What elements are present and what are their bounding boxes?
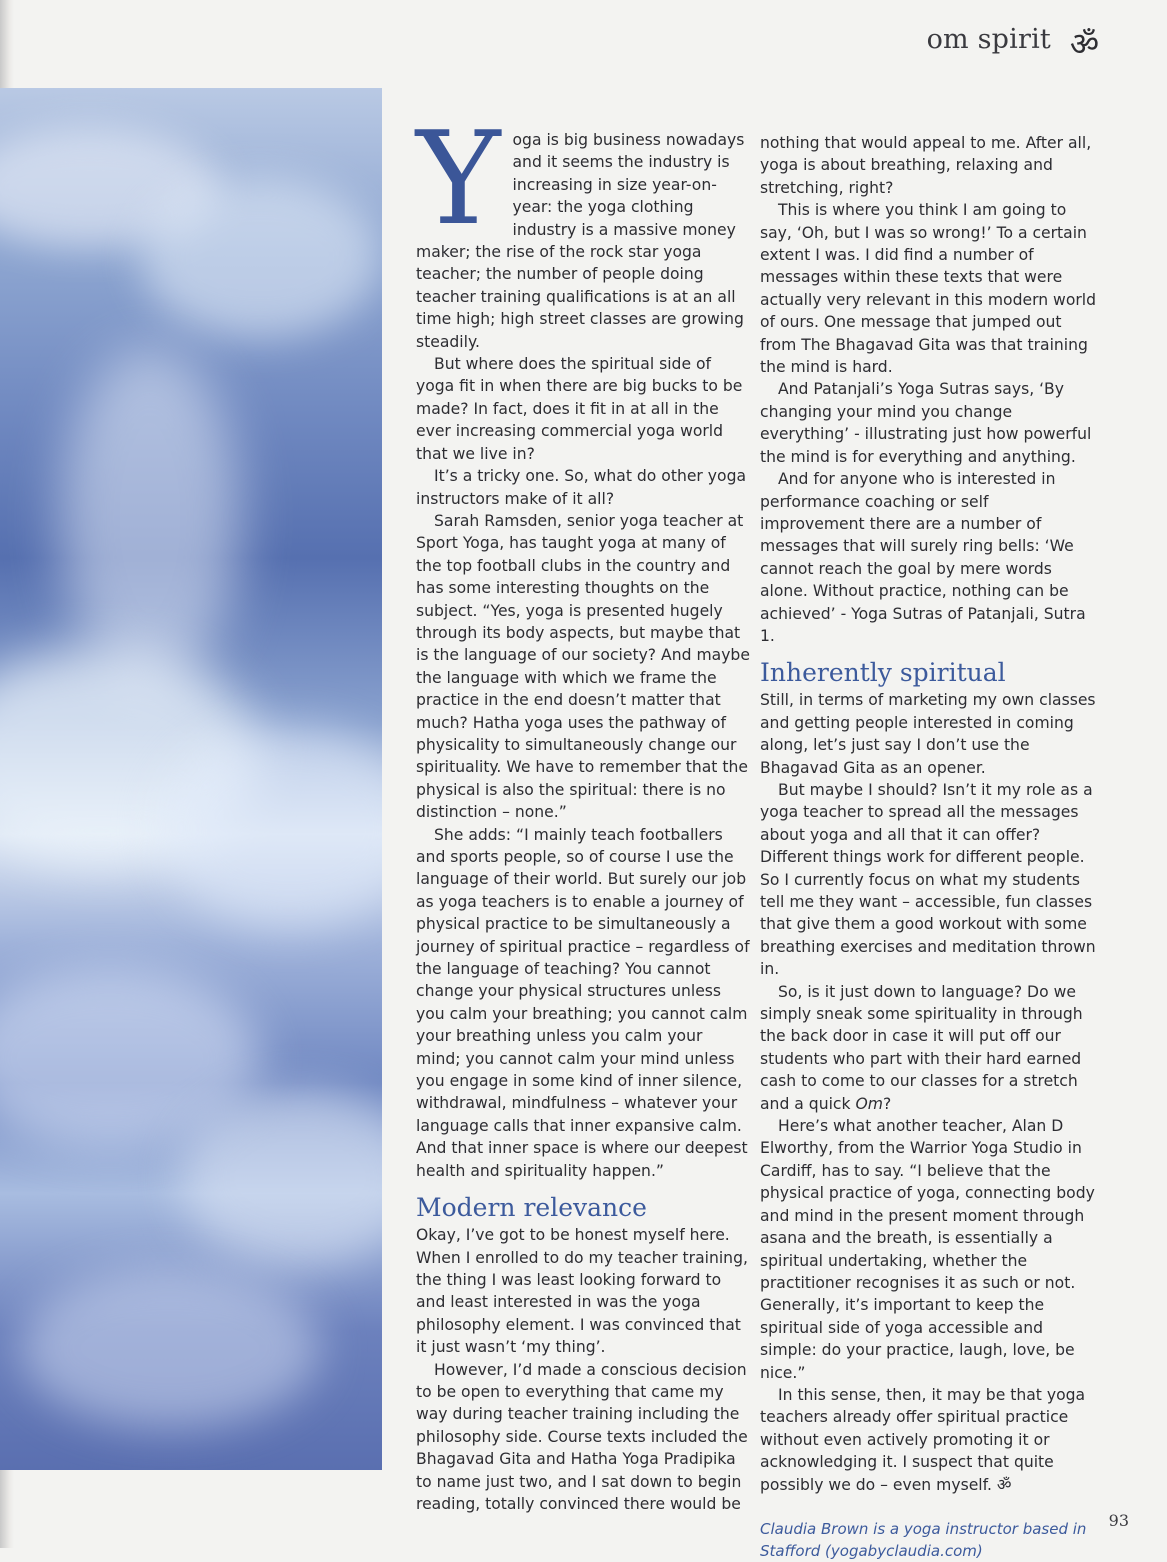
article-paragraph: Sarah Ramsden, senior yoga teacher at Sport Yoga, has taught yoga at many of the top football clubs in the country and has some interesting thoughts on the subject. “Yes, yoga is presented hugely through its body aspects, but maybe that is the language of our society? And maybe the language with which we frame the practice in the end doesn’t matter that much? Hatha yoga uses the pathway of physicality to simultaneously change our spirituality. We have to remember that the physical is also the spiritual: there is no distinction – none.” xyxy=(416,511,750,822)
article-paragraph xyxy=(416,105,750,353)
subheading-inherently-spiritual: Inherently spiritual xyxy=(760,658,1006,688)
article-paragraph: Here’s what another teacher, Alan D Elworthy, from the Warrior Yoga Studio in Cardiff, has to say. “I believe that the physical practice of yoga, connecting body and mind in the present moment through asana and the breath, is essentially a spiritual undertaking, whether the practitioner recognises it as such or not. Generally, it’s important to keep the spiritual side of yoga accessible and simple: do your practice, laugh, love, be nice.” xyxy=(760,1117,1095,1382)
page-number: 93 xyxy=(1108,1511,1129,1530)
article-paragraph: Still, in terms of marketing my own classes and getting people interested in coming along, let’s just say I don’t use the Bhagavad Gita as an opener. xyxy=(760,691,1096,777)
paragraph-text: ? xyxy=(882,1094,892,1113)
article-paragraph: And Patanjali’s Yoga Sutras says, ‘By changing your mind you change everything’ - illustrating just how powerful the mind is for everything and anything. xyxy=(760,380,1092,466)
om-end-mark-icon: ॐ xyxy=(996,1474,1012,1494)
article-column-2 xyxy=(760,132,1098,1562)
article-paragraph: Okay, I’ve got to be honest myself here. When I enrolled to do my teacher training, the thing I was least looking forward to and least interested in was the yoga philosophy element. I was convinced that it just wasn’t ‘my thing’. xyxy=(416,1226,748,1357)
article-paragraph: But where does the spiritual side of yoga fit in when there are big bucks to be made? In fact, does it fit in at all in the ever increasing commercial yoga world that we live in? xyxy=(416,355,743,463)
om-symbol-icon: ॐ xyxy=(1069,25,1099,63)
drop-cap: Y xyxy=(416,105,501,254)
article-paragraph: However, I’d made a conscious decision to be open to everything that came my way during teacher training including the philosophy side. Course texts included the Bhagavad Gita and Hatha Yoga Pradipika to name just two, and I sat down to begin reading, totally convinced there would be xyxy=(416,1360,748,1513)
article-paragraph: It’s a tricky one. So, what do other yoga instructors make of it all? xyxy=(416,467,747,508)
section-title: om spirit xyxy=(926,24,1051,55)
paragraph-text: In this sense, then, it may be that yoga teachers already offer spiritual practice without even actively promoting it or acknowledging it. I suspect that quite possibly we do – even myself. xyxy=(760,1385,1086,1494)
paragraph-text: oga is big business nowadays and it seems the industry is increasing in size year-on-year: the yoga clothing industry is a massive money maker; the rise of the rock star yoga teacher; the number of people doing teacher training qualifications is at an all time high; high street classes are growing steadily. xyxy=(416,131,745,351)
italic-om-word: Om xyxy=(855,1094,883,1113)
sky-clouds-image xyxy=(0,88,382,1470)
article-paragraph: This is where you think I am going to say, ‘Oh, but I was so wrong!’ To a certain extent I was. I did find a number of messages within these texts that were actually very relevant in this modern world of ours. One message that jumped out from The Bhagavad Gita was that training the mind is hard. xyxy=(760,201,1096,377)
article-column-1 xyxy=(416,105,750,1515)
article-paragraph: And for anyone who is interested in performance coaching or self improvement there are a number of messages that will surely ring bells: ‘We cannot reach the goal by mere words alone. Without practice, nothing can be achieved’ - Yoga Sutras of Patanjali, Sutra 1. xyxy=(760,470,1086,645)
paragraph-text: So, is it just down to language? Do we simply sneak some spirituality in through the back door in case it will put off our students who part with their hard earned cash to come to our classes for a stretch and a quick xyxy=(760,982,1083,1113)
article-paragraph: But maybe I should? Isn’t it my role as a yoga teacher to spread all the messages about yoga and all that it can offer? Different things work for different people. So I currently focus on what my students tell me they want – accessible, fun classes that give them a good workout with some breathing exercises and meditation thrown in. xyxy=(760,780,1096,979)
author-bio: Claudia Brown is a yoga instructor based in Stafford (yogabyclaudia.com) xyxy=(760,1519,1087,1560)
subheading-modern-relevance: Modern relevance xyxy=(416,1193,647,1223)
article-paragraph: She adds: “I mainly teach footballers and sports people, so of course I use the language of their world. But surely our job as yoga teachers is to enable a journey of physical practice to be simultaneously a journey of spiritual practice – regardless of the language of teaching? You cannot change your physical structures unless you calm your breathing; you cannot calm your breathing unless you calm your mind; you cannot calm your mind unless you engage in some kind of inner silence, withdrawal, mindfulness – whatever your language calls that inner expansive calm. And that inner space is where our deepest health and spirituality happen.” xyxy=(416,825,750,1180)
article-paragraph xyxy=(760,1384,1098,1496)
article-paragraph xyxy=(760,981,1098,1115)
article-paragraph: nothing that would appeal to me. After all, yoga is about breathing, relaxing and stretching, right? xyxy=(760,134,1092,197)
